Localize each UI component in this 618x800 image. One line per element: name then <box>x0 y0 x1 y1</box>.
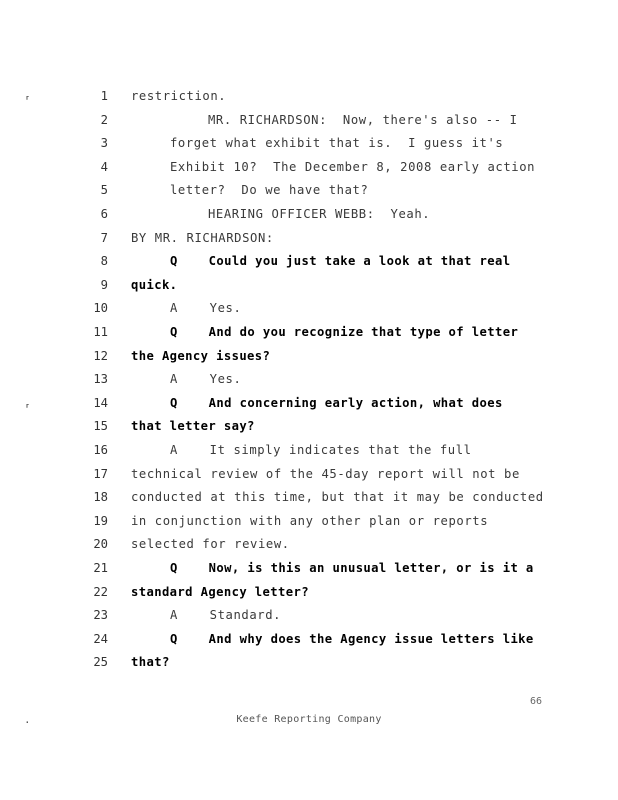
line-number: 22 <box>93 584 108 599</box>
transcript-line <box>0 322 618 342</box>
line-number: 3 <box>100 136 108 151</box>
transcript-line <box>0 534 618 554</box>
line-number: 7 <box>100 230 108 245</box>
line-text: letter? Do we have that? <box>170 183 369 198</box>
transcript-line <box>0 157 618 177</box>
line-text: BY MR. RICHARDSON: <box>131 230 274 245</box>
line-text: MR. RICHARDSON: Now, there's also -- I <box>208 112 518 127</box>
line-number: 9 <box>100 277 108 292</box>
line-text: in conjunction with any other plan or reports <box>131 513 489 528</box>
line-text: Q And do you recognize that type of letter <box>170 325 519 339</box>
transcript-line <box>0 440 618 460</box>
line-text: Exhibit 10? The December 8, 2008 early action <box>170 159 536 174</box>
line-text: quick. <box>131 277 178 292</box>
line-text: technical review of the 45-day report will not be <box>131 466 520 481</box>
line-number: 12 <box>93 348 108 363</box>
line-text: that? <box>131 655 170 670</box>
transcript-line <box>0 393 618 413</box>
line-number: 20 <box>93 537 108 552</box>
binder-hole-mark: ⸢ <box>24 94 31 107</box>
transcript-line <box>0 464 618 484</box>
transcript-line <box>0 180 618 200</box>
line-text: Q Could you just take a look at that real <box>170 254 511 269</box>
transcript-line <box>0 110 618 130</box>
line-text: Q And concerning early action, what does <box>170 395 503 410</box>
transcript-line <box>0 416 618 436</box>
line-number: 6 <box>100 207 108 221</box>
line-number: 16 <box>93 443 108 457</box>
transcript-line <box>0 251 618 271</box>
line-number: 24 <box>93 631 108 646</box>
line-text: standard Agency letter? <box>131 584 309 599</box>
transcript-line <box>0 629 618 649</box>
line-number: 17 <box>93 466 108 481</box>
line-text: HEARING OFFICER WEBB: Yeah. <box>208 207 431 221</box>
line-text: selected for review. <box>131 537 290 552</box>
transcript-line <box>0 133 618 153</box>
line-text: the Agency issues? <box>131 348 271 363</box>
line-number: 15 <box>93 419 108 434</box>
line-number: 19 <box>93 513 108 528</box>
line-text: that letter say? <box>131 419 255 434</box>
line-text: A Yes. <box>170 301 242 316</box>
transcript-line <box>0 204 618 224</box>
line-text: A Standard. <box>170 608 282 623</box>
transcript-line <box>0 652 618 672</box>
transcript-line <box>0 487 618 507</box>
transcript-line <box>0 275 618 295</box>
line-number: 21 <box>93 561 108 575</box>
line-text: restriction. <box>131 89 227 103</box>
line-number: 5 <box>100 183 108 198</box>
line-text: Q And why does the Agency issue letters like <box>170 631 534 646</box>
transcript-line <box>0 228 618 248</box>
line-text: Q Now, is this an unusual letter, or is it a <box>170 561 534 575</box>
line-number: 13 <box>93 372 108 387</box>
line-number: 8 <box>100 254 108 269</box>
line-text: A Yes. <box>170 372 242 387</box>
line-text: forget what exhibit that is. I guess it's <box>170 136 504 151</box>
page-number: 66 <box>529 696 542 707</box>
line-text: A It simply indicates that the full <box>170 443 472 457</box>
transcript-line <box>0 86 618 106</box>
line-number: 25 <box>93 655 108 670</box>
line-number: 2 <box>100 112 108 127</box>
line-number: 23 <box>93 608 108 623</box>
transcript-line <box>0 298 618 318</box>
footer-reporter: Keefe Reporting Company <box>236 714 382 725</box>
line-number: 10 <box>93 301 108 316</box>
transcript-line <box>0 605 618 625</box>
line-number: 14 <box>93 395 108 410</box>
transcript-line <box>0 369 618 389</box>
binder-hole-mark: ⸢ <box>24 402 31 415</box>
line-number: 18 <box>93 490 108 505</box>
line-number: 11 <box>93 325 108 339</box>
transcript-line <box>0 346 618 366</box>
transcript-line <box>0 558 618 578</box>
line-number: 4 <box>100 159 108 174</box>
line-text: conducted at this time, but that it may be conducted <box>131 490 544 505</box>
line-number: 1 <box>100 89 108 103</box>
transcript-line <box>0 582 618 602</box>
binder-hole-mark: · <box>24 716 31 729</box>
transcript-line <box>0 511 618 531</box>
